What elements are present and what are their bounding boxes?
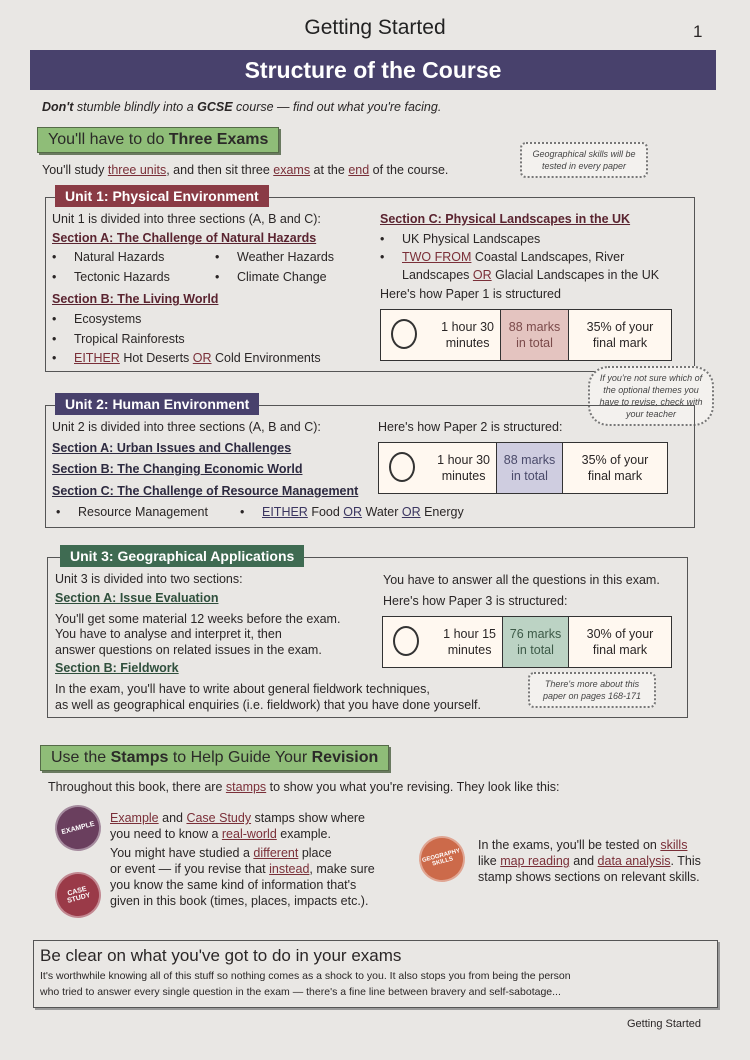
- seg: Cold Environments: [211, 351, 321, 365]
- seg: Glacial Landscapes in the UK: [491, 268, 660, 282]
- time-line: minutes: [447, 643, 492, 657]
- unit2-intro: Unit 2 is divided into three sections (A, B and C):: [52, 420, 321, 434]
- skills-text-line: [478, 838, 687, 852]
- heading-seg: Use the: [51, 749, 111, 766]
- note-skills: Geographical skills will be tested in every paper: [520, 142, 648, 178]
- seg-u: TWO FROM: [402, 250, 472, 264]
- paper1-intro: Here's how Paper 1 is structured: [380, 287, 561, 301]
- seg: at the: [310, 163, 349, 177]
- seg-u: end: [348, 163, 370, 177]
- time-line: 1 hour 15: [443, 627, 496, 641]
- seg: You'll study: [42, 163, 108, 177]
- marks-line: 88 marks: [508, 320, 561, 334]
- seg-u: OR: [343, 505, 363, 519]
- intro-bold: GCSE: [197, 100, 233, 114]
- list-item: • Tectonic Hazards: [74, 270, 170, 284]
- list-item: • Ecosystems: [74, 312, 141, 326]
- heading-bold: Revision: [311, 749, 379, 766]
- seg: Food: [307, 505, 344, 519]
- seg-u: instead: [269, 862, 310, 876]
- paper3-share: [569, 617, 671, 667]
- paper3-intro: Here's how Paper 3 is structured:: [383, 594, 568, 608]
- unit3-tab: Unit 3: Geographical Applications: [60, 545, 304, 567]
- time-line: minutes: [445, 336, 490, 350]
- intro-text: [42, 100, 441, 114]
- paper2-intro: Here's how Paper 2 is structured:: [378, 420, 563, 434]
- unit1-section-c: Section C: Physical Landscapes in the UK: [380, 212, 631, 226]
- paper1-share: [569, 310, 671, 360]
- seg-u: three units: [107, 163, 167, 177]
- seg: example.: [276, 827, 331, 841]
- seg: Energy: [420, 505, 464, 519]
- seg-u: different: [253, 846, 299, 860]
- seg: , make sure: [309, 862, 375, 876]
- text-line: You'll get some material 12 weeks before the exam.: [55, 612, 341, 626]
- list-item: • Resource Management: [78, 505, 208, 519]
- list-item: [262, 505, 464, 519]
- page-title: Structure of the Course: [30, 50, 716, 90]
- text-line: In the exam, you'll have to write about general fieldwork techniques,: [55, 682, 430, 696]
- unit3-intro: Unit 3 is divided into two sections:: [55, 572, 243, 586]
- page-number: 1: [693, 22, 703, 41]
- seg-u: EITHER: [262, 505, 308, 519]
- seg: Coastal Landscapes, River: [471, 250, 625, 264]
- seg-u: OR: [472, 268, 492, 282]
- list-item: • Tropical Rainforests: [74, 332, 185, 346]
- intro-seg: stumble blindly into a: [73, 100, 198, 114]
- summary-line: who tried to answer every single question in the exam — there's a fine line between bravery and self-sabotage...: [40, 986, 561, 998]
- share-line: 30% of your: [586, 627, 654, 641]
- seg: You might have studied a: [110, 846, 254, 860]
- seg: Landscapes: [402, 268, 473, 282]
- unit2-tab: Unit 2: Human Environment: [55, 393, 259, 415]
- seg-u: stamps: [225, 780, 267, 794]
- list-item: [402, 250, 624, 264]
- paper1-marks: [501, 310, 569, 360]
- heading-seg: to Help Guide Your: [168, 749, 312, 766]
- stopwatch-icon: [393, 626, 419, 656]
- time-line: 1 hour 30: [441, 320, 494, 334]
- share-line: final mark: [592, 336, 648, 350]
- case-study-stamp-icon: CASE STUDY: [50, 867, 106, 923]
- heading-seg: You'll have to do: [48, 131, 169, 148]
- paper3-table: [382, 616, 672, 668]
- running-footer: Getting Started: [627, 1018, 701, 1030]
- summary-title: Be clear on what you've got to do in your exams: [40, 946, 402, 965]
- unit2-section-c: Section C: The Challenge of Resource Management: [52, 484, 359, 498]
- stamp-text-line: [110, 862, 375, 876]
- seg-u: exams: [273, 163, 311, 177]
- seg: to show you what you're revising. They look like this:: [266, 780, 560, 794]
- list-item: • Climate Change: [237, 270, 327, 284]
- marks-line: in total: [517, 643, 554, 657]
- seg: , and then sit three: [166, 163, 274, 177]
- study-text: [42, 163, 448, 177]
- list-item-cont: [402, 268, 659, 282]
- seg: and: [569, 854, 598, 868]
- paper3-marks: [503, 617, 569, 667]
- seg: like: [478, 854, 501, 868]
- stamp-text-line: given in this book (times, places, impacts etc.).: [110, 894, 369, 908]
- heading-bold: Stamps: [110, 749, 169, 766]
- running-header: Getting Started: [304, 16, 446, 39]
- list-item: [74, 351, 321, 365]
- text-line: answer questions on related issues in the exam.: [55, 643, 322, 657]
- summary-line: It's worthwhile knowing all of this stuff so nothing comes as a shock to you. It also stops you from being the person: [40, 970, 571, 982]
- marks-line: 76 marks: [509, 627, 562, 641]
- stamp-text-line: you know the same kind of information that's: [110, 878, 357, 892]
- seg-u: EITHER: [74, 351, 120, 365]
- text-line: You have to analyse and interpret it, then: [55, 627, 282, 641]
- seg-u: OR: [192, 351, 212, 365]
- list-item: • UK Physical Landscapes: [402, 232, 540, 246]
- unit1-section-b: Section B: The Living World: [52, 292, 219, 306]
- stamp-text-line: [110, 811, 365, 825]
- unit2-section-a: Section A: Urban Issues and Challenges: [52, 441, 292, 455]
- paper2-table: [378, 442, 668, 494]
- note-pages: There's more about this paper on pages 168-171: [528, 672, 656, 708]
- unit3-section-a: Section A: Issue Evaluation: [55, 591, 219, 605]
- stamp-text-line: [110, 846, 332, 860]
- seg: Hot Deserts: [119, 351, 193, 365]
- intro-bold: Don't: [42, 100, 74, 114]
- answer-all-text: You have to answer all the questions in this exam.: [383, 573, 660, 587]
- seg: you need to know a: [110, 827, 222, 841]
- unit1-tab: Unit 1: Physical Environment: [55, 185, 269, 207]
- time-line: minutes: [441, 469, 486, 483]
- note-optional: If you're not sure which of the optional themes you have to revise, check with your teacher: [588, 366, 714, 426]
- time-line: 1 hour 30: [437, 453, 490, 467]
- heading-three-exams: [37, 127, 279, 153]
- paper2-share: [563, 443, 667, 493]
- share-line: final mark: [592, 643, 648, 657]
- skills-text-line: [478, 854, 701, 868]
- marks-line: in total: [516, 336, 553, 350]
- seg-u: Example: [110, 811, 159, 825]
- list-item: • Natural Hazards: [74, 250, 164, 264]
- unit1-intro: Unit 1 is divided into three sections (A, B and C):: [52, 212, 321, 226]
- seg: and: [158, 811, 187, 825]
- seg-u: OR: [401, 505, 421, 519]
- share-line: 35% of your: [586, 320, 654, 334]
- seg: In the exams, you'll be tested on: [478, 838, 661, 852]
- geography-skills-stamp-icon: GEOGRAPHY SKILLS: [414, 831, 470, 887]
- share-line: final mark: [587, 469, 643, 483]
- stamp-text-line: [110, 827, 331, 841]
- seg: . This: [670, 854, 701, 868]
- heading-bold: Three Exams: [168, 131, 269, 148]
- share-line: 35% of your: [581, 453, 649, 467]
- text-line: as well as geographical enquiries (i.e. fieldwork) that you have done yourself.: [55, 698, 481, 712]
- seg: place: [298, 846, 332, 860]
- seg-u: data analysis: [597, 854, 671, 868]
- stamps-intro: [48, 780, 559, 794]
- seg: stamps show where: [251, 811, 366, 825]
- unit1-section-a: Section A: The Challenge of Natural Hazards: [52, 231, 317, 245]
- seg-u: Case Study: [186, 811, 252, 825]
- marks-line: 88 marks: [503, 453, 556, 467]
- seg: Water: [362, 505, 402, 519]
- paper1-table: [380, 309, 672, 361]
- seg-u: skills: [660, 838, 688, 852]
- seg: of the course.: [369, 163, 449, 177]
- paper3-time: [383, 617, 503, 667]
- heading-stamps: [40, 745, 389, 771]
- paper1-time: [381, 310, 501, 360]
- seg: Throughout this book, there are: [48, 780, 226, 794]
- stopwatch-icon: [389, 452, 415, 482]
- paper2-marks: [497, 443, 563, 493]
- example-stamp-icon: EXAMPLE: [50, 800, 106, 856]
- seg-u: real-world: [221, 827, 277, 841]
- seg: or event — if you revise that: [110, 862, 270, 876]
- marks-line: in total: [511, 469, 548, 483]
- seg-u: map reading: [500, 854, 570, 868]
- list-item: • Weather Hazards: [237, 250, 334, 264]
- paper2-time: [379, 443, 497, 493]
- unit2-section-b: Section B: The Changing Economic World: [52, 462, 303, 476]
- stopwatch-icon: [391, 319, 417, 349]
- intro-seg: course — find out what you're facing.: [232, 100, 442, 114]
- unit3-section-b: Section B: Fieldwork: [55, 661, 179, 675]
- skills-text-line: stamp shows sections on relevant skills.: [478, 870, 700, 884]
